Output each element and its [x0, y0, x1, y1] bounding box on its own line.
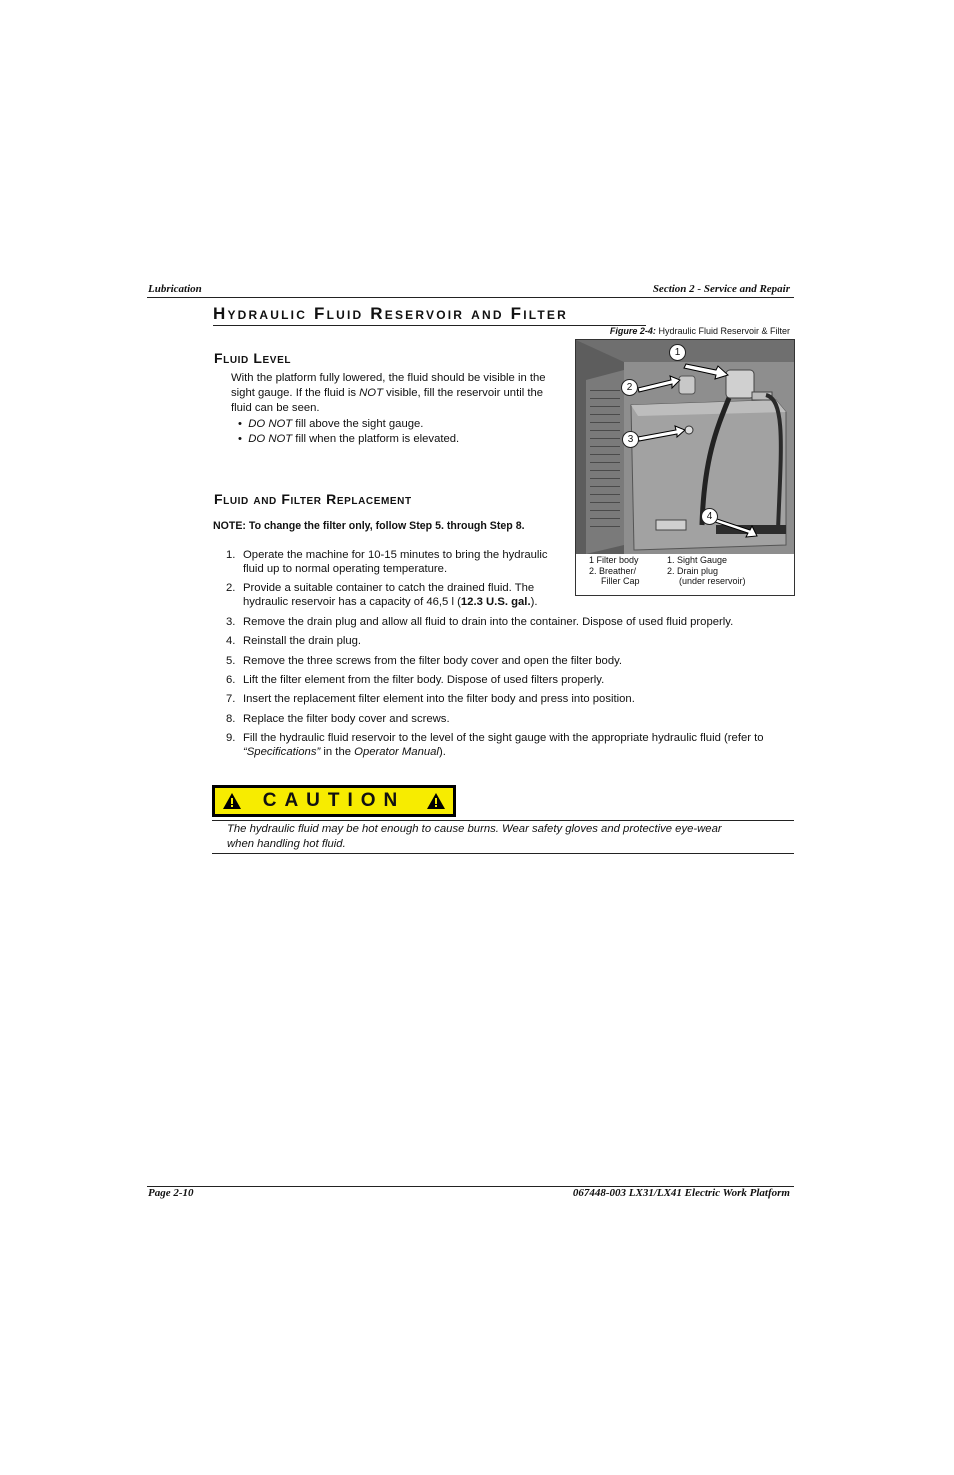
footer-left: Page 2-10	[148, 1187, 194, 1199]
step-line: Fill the hydraulic fluid reservoir to the level of the sight gauge with the appropriate hydraulic fluid (refer to	[243, 732, 764, 744]
text: fill when the platform is elevated.	[292, 433, 460, 445]
step-number: 7.	[226, 693, 236, 705]
bold-text: 12.3 U.S. gal.	[460, 596, 531, 608]
section-title: Hydraulic Fluid Reservoir and Filter	[213, 304, 568, 323]
warning-triangle-icon	[426, 792, 446, 810]
step-number: 2.	[226, 582, 236, 594]
text: sight gauge. If the fluid is	[231, 387, 360, 399]
caution-text	[227, 822, 722, 852]
para-line: fluid can be seen.	[231, 402, 320, 414]
reservoir-photo	[576, 340, 794, 554]
caution-line: when handling hot fluid.	[227, 838, 346, 850]
step-line: fluid up to normal operating temperature.	[243, 563, 448, 575]
step-number: 4.	[226, 635, 236, 647]
step-number: 1.	[226, 549, 236, 561]
callout-2: 2	[621, 379, 638, 396]
step-text: Insert the replacement filter element into the filter body and press into position.	[243, 693, 635, 705]
text: ).	[530, 596, 538, 608]
step-line: Operate the machine for 10-15 minutes to bring the hydraulic	[243, 549, 548, 561]
step-number: 5.	[226, 655, 236, 667]
footer-right: 067448-003 LX31/LX41 Electric Work Platform	[572, 1187, 790, 1199]
fluid-level-heading: Fluid Level	[214, 350, 292, 366]
step-number: 3.	[226, 616, 236, 628]
replacement-heading: Fluid and Filter Replacement	[214, 491, 412, 507]
step-text	[243, 548, 578, 576]
callout-1: 1	[669, 344, 686, 361]
figure-box	[575, 339, 795, 596]
step-text: Reinstall the drain plug.	[243, 635, 362, 647]
caution-bottom-rule	[212, 853, 794, 854]
step-number: 8.	[226, 713, 236, 725]
legend-left	[589, 555, 640, 587]
header-rule	[147, 297, 794, 298]
para-line: With the platform fully lowered, the fluid should be visible in the	[231, 372, 546, 384]
caution-label-area	[215, 788, 453, 814]
emphasis: Operator Manual	[354, 746, 439, 758]
legend-item: (under reservoir)	[679, 576, 746, 586]
header-right: Section 2 - Service and Repair	[652, 283, 790, 295]
bullet-item: • DO NOT fill when the platform is elevated.	[238, 433, 460, 445]
para-line	[231, 386, 571, 401]
step-line: Provide a suitable container to catch the drained fluid. The	[243, 582, 535, 594]
caution-label: CAUTION	[262, 790, 406, 811]
emphasis: NOT	[359, 387, 383, 399]
header-left: Lubrication	[148, 283, 202, 295]
step-line	[243, 745, 803, 759]
emphasis: “Specifications”	[243, 746, 321, 758]
step-number: 6.	[226, 674, 236, 686]
fluid-level-paragraph	[231, 371, 571, 416]
caution-banner	[212, 785, 456, 817]
text: ).	[438, 746, 446, 758]
figure-caption-text: Hydraulic Fluid Reservoir & Filter	[658, 326, 790, 336]
step-number: 9.	[226, 732, 236, 744]
text: fill above the sight gauge.	[292, 418, 424, 430]
caution-line: The hydraulic fluid may be hot enough to cause burns. Wear safety gloves and protective eye-wear	[227, 823, 722, 835]
text: hydraulic reservoir has a capacity of 46,5 l (	[243, 596, 461, 608]
emphasis: DO NOT	[248, 418, 293, 430]
legend-item: Filler Cap	[601, 576, 640, 586]
step-text: Remove the drain plug and allow all fluid to drain into the container. Dispose of used fluid properly.	[243, 616, 734, 628]
title-rule	[213, 325, 646, 326]
callout-3: 3	[622, 431, 639, 448]
replacement-note: NOTE: To change the filter only, follow Step 5. through Step 8.	[213, 520, 525, 532]
legend-item: 1 Filter body	[589, 555, 639, 565]
step-text	[243, 731, 803, 759]
warning-triangle-icon	[222, 792, 242, 810]
caution-top-rule	[212, 820, 794, 821]
legend-item: 2. Drain plug	[667, 565, 719, 576]
step-text: Replace the filter body cover and screws.	[243, 713, 450, 725]
step-text: Lift the filter element from the filter body. Dispose of used filters properly.	[243, 674, 605, 686]
legend-right	[667, 555, 746, 587]
step-line	[243, 595, 578, 609]
text: in the	[320, 746, 355, 758]
callout-4: 4	[701, 508, 718, 525]
step-text	[243, 581, 578, 609]
text: visible, fill the reservoir until the	[382, 387, 544, 399]
bullet-list	[238, 417, 459, 447]
figure-label: Figure 2-4:	[609, 326, 656, 336]
legend-item: 1. Sight Gauge	[667, 555, 728, 565]
legend-item: 2. Breather/	[589, 565, 637, 576]
emphasis: DO NOT	[248, 433, 293, 445]
bullet-item: • DO NOT fill above the sight gauge.	[238, 418, 424, 430]
step-text: Remove the three screws from the filter body cover and open the filter body.	[243, 655, 623, 667]
figure-caption	[610, 326, 790, 336]
